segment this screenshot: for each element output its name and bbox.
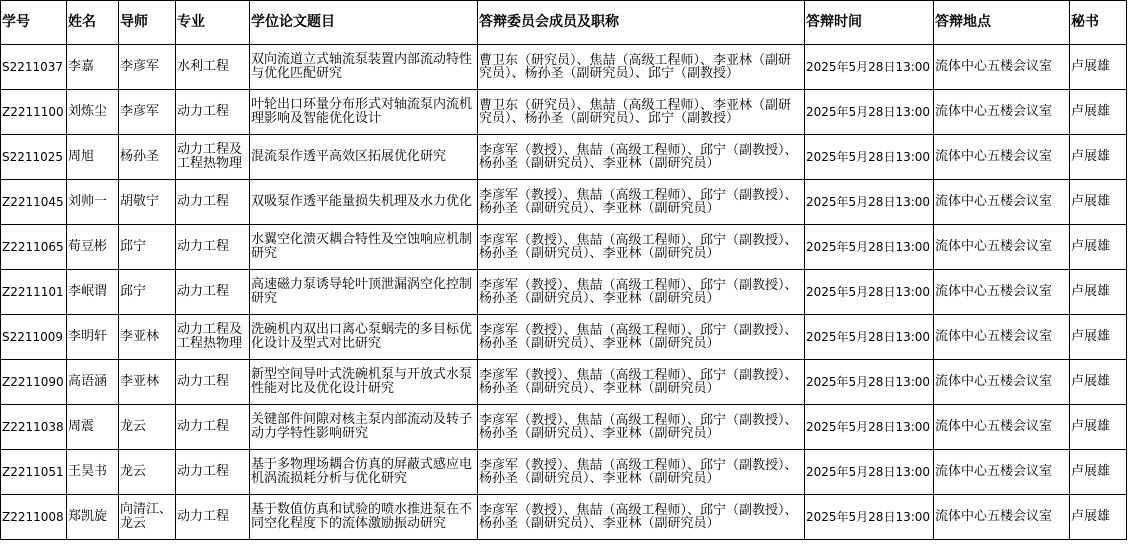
table-row — [1, 405, 1127, 450]
table-row — [1, 315, 1127, 360]
table-row — [1, 450, 1127, 495]
cell-student-id: S2211025 — [1, 135, 67, 180]
cell-name: 荀豆彬 — [67, 225, 119, 270]
cell-defense-time: 2025年5月28日13:00 — [805, 405, 934, 450]
cell-thesis-title: 叶轮出口环量分布形式对轴流泵内流机理影响及智能优化设计 — [250, 90, 478, 135]
header-name: 姓名 — [67, 1, 119, 45]
cell-major: 动力工程及工程热物理 — [176, 135, 250, 180]
cell-advisor: 李亚林 — [119, 315, 176, 360]
cell-name: 刘炼尘 — [67, 90, 119, 135]
cell-student-id: Z2211008 — [1, 495, 67, 540]
cell-name: 刘帅一 — [67, 180, 119, 225]
cell-major: 动力工程 — [176, 360, 250, 405]
cell-thesis-title: 基于数值仿真和试验的喷水推进泵在不同空化程度下的流体激励振动研究 — [250, 495, 478, 540]
cell-committee-members: 曹卫东（研究员）、焦喆（高级工程师）、李亚林（副研究员）、杨孙圣（副研究员）、邱宁（副教授） — [478, 45, 805, 90]
cell-defense-place: 流体中心五楼会议室 — [934, 90, 1070, 135]
cell-defense-time: 2025年5月28日13:00 — [805, 225, 934, 270]
cell-defense-place: 流体中心五楼会议室 — [934, 315, 1070, 360]
cell-defense-time: 2025年5月28日13:00 — [805, 90, 934, 135]
cell-major: 水利工程 — [176, 45, 250, 90]
cell-advisor: 李彦军 — [119, 90, 176, 135]
table-row — [1, 360, 1127, 405]
cell-defense-time: 2025年5月28日13:00 — [805, 135, 934, 180]
cell-defense-time: 2025年5月28日13:00 — [805, 495, 934, 540]
cell-defense-place: 流体中心五楼会议室 — [934, 45, 1070, 90]
cell-secretary: 卢展雄 — [1070, 405, 1127, 450]
cell-defense-place: 流体中心五楼会议室 — [934, 270, 1070, 315]
header-student-id: 学号 — [1, 1, 67, 45]
header-major: 专业 — [176, 1, 250, 45]
table-row — [1, 180, 1127, 225]
cell-major: 动力工程 — [176, 90, 250, 135]
cell-name: 李岷谓 — [67, 270, 119, 315]
cell-student-id: Z2211090 — [1, 360, 67, 405]
cell-secretary: 卢展雄 — [1070, 315, 1127, 360]
cell-name: 周旭 — [67, 135, 119, 180]
cell-major: 动力工程 — [176, 180, 250, 225]
cell-thesis-title: 双向流道立式轴流泵装置内部流动特性与优化匹配研究 — [250, 45, 478, 90]
cell-defense-place: 流体中心五楼会议室 — [934, 225, 1070, 270]
cell-advisor: 李亚林 — [119, 360, 176, 405]
cell-student-id: S2211009 — [1, 315, 67, 360]
cell-secretary: 卢展雄 — [1070, 90, 1127, 135]
cell-committee-members: 李彦军（教授）、焦喆（高级工程师）、邱宁（副教授）、杨孙圣（副研究员）、李亚林（副研究员） — [478, 315, 805, 360]
header-thesis-title: 学位论文题目 — [250, 1, 478, 45]
cell-defense-place: 流体中心五楼会议室 — [934, 405, 1070, 450]
cell-secretary: 卢展雄 — [1070, 225, 1127, 270]
cell-defense-place: 流体中心五楼会议室 — [934, 495, 1070, 540]
header-committee: 答辩委员会成员及职称 — [478, 1, 805, 45]
cell-advisor: 龙云 — [119, 450, 176, 495]
cell-thesis-title: 基于多物理场耦合仿真的屏蔽式感应电机涡流损耗分析与优化研究 — [250, 450, 478, 495]
cell-name: 高语涵 — [67, 360, 119, 405]
cell-secretary: 卢展雄 — [1070, 135, 1127, 180]
table-header — [1, 1, 1127, 45]
cell-name: 郑凯旋 — [67, 495, 119, 540]
table-row — [1, 45, 1127, 90]
header-defense-place: 答辩地点 — [934, 1, 1070, 45]
cell-committee-members: 李彦军（教授）、焦喆（高级工程师）、邱宁（副教授）、杨孙圣（副研究员）、李亚林（副研究员） — [478, 360, 805, 405]
cell-secretary: 卢展雄 — [1070, 450, 1127, 495]
cell-student-id: Z2211051 — [1, 450, 67, 495]
cell-committee-members: 李彦军（教授）、焦喆（高级工程师）、邱宁（副教授）、杨孙圣（副研究员）、李亚林（副研究员） — [478, 135, 805, 180]
cell-thesis-title: 洗碗机内双出口离心泵蜗壳的多目标优化设计及型式对比研究 — [250, 315, 478, 360]
cell-major: 动力工程 — [176, 270, 250, 315]
cell-name: 王昊书 — [67, 450, 119, 495]
cell-defense-time: 2025年5月28日13:00 — [805, 270, 934, 315]
table-row — [1, 90, 1127, 135]
cell-thesis-title: 关键部件间隙对核主泵内部流动及转子动力学特性影响研究 — [250, 405, 478, 450]
cell-student-id: Z2211038 — [1, 405, 67, 450]
cell-student-id: Z2211100 — [1, 90, 67, 135]
cell-thesis-title: 混流泵作透平高效区拓展优化研究 — [250, 135, 478, 180]
table-row — [1, 270, 1127, 315]
cell-advisor: 胡敬宁 — [119, 180, 176, 225]
header-defense-time: 答辩时间 — [805, 1, 934, 45]
table-row — [1, 225, 1127, 270]
cell-committee-members: 曹卫东（研究员）、焦喆（高级工程师）、李亚林（副研究员）、杨孙圣（副研究员）、邱宁（副教授） — [478, 90, 805, 135]
cell-committee-members: 李彦军（教授）、焦喆（高级工程师）、邱宁（副教授）、杨孙圣（副研究员）、李亚林（副研究员） — [478, 405, 805, 450]
cell-advisor: 邱宁 — [119, 270, 176, 315]
cell-defense-place: 流体中心五楼会议室 — [934, 180, 1070, 225]
cell-major: 动力工程 — [176, 225, 250, 270]
cell-major: 动力工程 — [176, 405, 250, 450]
cell-committee-members: 李彦军（教授）、焦喆（高级工程师）、邱宁（副教授）、杨孙圣（副研究员）、李亚林（副研究员） — [478, 270, 805, 315]
cell-student-id: Z2211101 — [1, 270, 67, 315]
cell-defense-time: 2025年5月28日13:00 — [805, 45, 934, 90]
cell-name: 李明轩 — [67, 315, 119, 360]
cell-defense-time: 2025年5月28日13:00 — [805, 315, 934, 360]
cell-secretary: 卢展雄 — [1070, 495, 1127, 540]
cell-thesis-title: 水翼空化溃灭耦合特性及空蚀响应机制研究 — [250, 225, 478, 270]
cell-defense-time: 2025年5月28日13:00 — [805, 360, 934, 405]
cell-secretary: 卢展雄 — [1070, 180, 1127, 225]
cell-committee-members: 李彦军（教授）、焦喆（高级工程师）、邱宁（副教授）、杨孙圣（副研究员）、李亚林（副研究员） — [478, 450, 805, 495]
cell-name: 李嘉 — [67, 45, 119, 90]
cell-student-id: S2211037 — [1, 45, 67, 90]
cell-advisor: 龙云 — [119, 405, 176, 450]
table-row — [1, 495, 1127, 540]
cell-defense-time: 2025年5月28日13:00 — [805, 180, 934, 225]
cell-committee-members: 李彦军（教授）、焦喆（高级工程师）、邱宁（副教授）、杨孙圣（副研究员）、李亚林（副研究员） — [478, 495, 805, 540]
cell-committee-members: 李彦军（教授）、焦喆（高级工程师）、邱宁（副教授）、杨孙圣（副研究员）、李亚林（副研究员） — [478, 225, 805, 270]
cell-advisor: 邱宁 — [119, 225, 176, 270]
cell-name: 周震 — [67, 405, 119, 450]
header-row — [1, 1, 1127, 45]
cell-advisor: 向清江、龙云 — [119, 495, 176, 540]
header-secretary: 秘书 — [1070, 1, 1127, 45]
cell-thesis-title: 双吸泵作透平能量损失机理及水力优化 — [250, 180, 478, 225]
cell-major: 动力工程 — [176, 450, 250, 495]
cell-major: 动力工程及工程热物理 — [176, 315, 250, 360]
cell-major: 动力工程 — [176, 495, 250, 540]
cell-secretary: 卢展雄 — [1070, 45, 1127, 90]
cell-thesis-title: 高速磁力泵诱导轮叶顶泄漏涡空化控制研究 — [250, 270, 478, 315]
cell-secretary: 卢展雄 — [1070, 360, 1127, 405]
header-advisor: 导师 — [119, 1, 176, 45]
cell-defense-place: 流体中心五楼会议室 — [934, 360, 1070, 405]
cell-committee-members: 李彦军（教授）、焦喆（高级工程师）、邱宁（副教授）、杨孙圣（副研究员）、李亚林（副研究员） — [478, 180, 805, 225]
cell-student-id: Z2211065 — [1, 225, 67, 270]
cell-defense-place: 流体中心五楼会议室 — [934, 450, 1070, 495]
cell-thesis-title: 新型空间导叶式洗碗机泵与开放式水泵性能对比及优化设计研究 — [250, 360, 478, 405]
table-body — [1, 45, 1127, 540]
cell-defense-place: 流体中心五楼会议室 — [934, 135, 1070, 180]
cell-advisor: 李彦军 — [119, 45, 176, 90]
cell-advisor: 杨孙圣 — [119, 135, 176, 180]
table-row — [1, 135, 1127, 180]
cell-student-id: Z2211045 — [1, 180, 67, 225]
cell-defense-time: 2025年5月28日13:00 — [805, 450, 934, 495]
cell-secretary: 卢展雄 — [1070, 270, 1127, 315]
